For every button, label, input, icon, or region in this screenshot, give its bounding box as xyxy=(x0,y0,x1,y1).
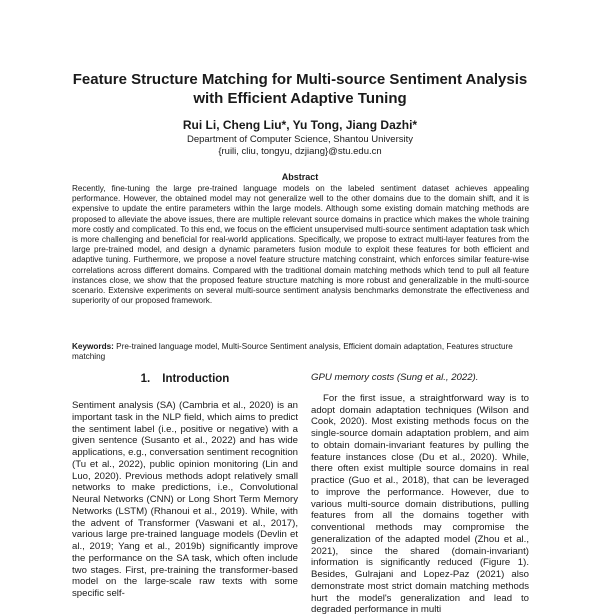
department: Department of Computer Science, Shantou University xyxy=(187,134,413,145)
author-emails: {ruili, cliu, tongyu, dzjiang}@stu.edu.cn xyxy=(218,146,382,157)
abstract-heading: Abstract xyxy=(281,172,319,182)
intro-continuation-line: GPU memory costs (Sung et al., 2022). xyxy=(311,372,479,383)
section-number: 1. xyxy=(140,373,151,385)
keywords-label: Keywords: xyxy=(72,342,114,351)
abstract-text: Recently, fine-tuning the large pre-trained language models on the labeled sentiment dataset achieves appealing performance. However, the obtained model may not generalize well to the other domains due to the domain shift, and it is expensive to update the entire parameters within the large models. Although some existing domain matching methods are proposed to alleviate the above issues, there are multiple relevant source domains in practice which makes the whole training more costly and complicated. To this end, we focus on the efficient unsupervised multi-source sentiment adaptation task which is more challenging and beneficial for real-world applications. Specifically, we propose to extract multi-layer features from the large pre-trained model, and design a dynamic parameters fusion module to exploit these features for both efficient and adaptive tuning. Furthermore, we propose a novel feature structure matching constraint, which enforces similar feature-wise correlations across different domains. Compared with the traditional domain matching methods which tend to pull all feature instances close, we show that the proposed feature structure matching is more robust and generalizable in the multi-source scenario. Extensive experiments on several multi-source sentiment analysis benchmarks demonstrate the effectiveness and superiority of our proposed framework. xyxy=(72,184,529,306)
section-title: Introduction xyxy=(162,373,230,385)
affiliation xyxy=(40,134,560,158)
title-line-1: Feature Structure Matching for Multi-source Sentiment Analysis xyxy=(72,71,528,88)
title-line-2: with Efficient Adaptive Tuning xyxy=(193,90,407,107)
intro-paragraph-2: For the first issue, a straightforward way is to adopt domain adaptation techniques (Wilson and Cook, 2020). Most existing methods focus on the single-source domain adaptation problem, and aim to obtain domain-invariant features by pulling the feature instances close (Du et al., 2020). While, there often exist multiple source domains in real practice (Guo et al., 2018), that can be leveraged to improve the performance. However, due to various multi-source domain distributions, pulling features from all the domains together with conventional methods may compromise the generalization of the adapted model (Zhou et al., 2021), since the shared (domain-invariant) information is significantly reduced (Figure 1). Besides, Gulrajani and Lopez-Paz (2021) also demonstrate most strict domain matching methods hurt the model's generalization and lead to degraded performance in multi xyxy=(311,392,529,616)
keywords xyxy=(72,342,529,362)
right-column xyxy=(311,372,529,616)
keywords-text: Pre-trained language model, Multi-Source Sentiment analysis, Efficient domain adaptation, Features structure matching xyxy=(72,342,513,362)
author-list: Rui Li, Cheng Liu*, Yu Tong, Jiang Dazhi* xyxy=(182,118,418,132)
section-heading-introduction xyxy=(72,372,298,386)
intro-paragraph-1: Sentiment analysis (SA) (Cambria et al., 2020) is an important task in the NLP field, which aims to predict the sentiment label (i.e., positive or negative) with a given sentence (Susanto et al., 2022) and has wide applications, e.g., conversation sentiment recognition (Tu et al., 2022), public opinion monitoring (Lin and Luo, 2020). Previous methods adopt relatively small networks to make predictions, i.e., Convolutional Neural Networks (CNN) or Long Short Term Memory Networks (LSTM) (Rhanoui et al., 2019). While, with the advent of Transformer (Vaswani et al., 2017), various large pre-trained language models (Devlin et al., 2019; Yang et al., 2019b) significantly improve the performance on the SA task, which often include two stages. First, pre-training the transformer-based model on the large-scale raw texts with some specific self- xyxy=(72,400,298,599)
paper-title xyxy=(40,70,560,108)
left-column xyxy=(72,372,298,600)
